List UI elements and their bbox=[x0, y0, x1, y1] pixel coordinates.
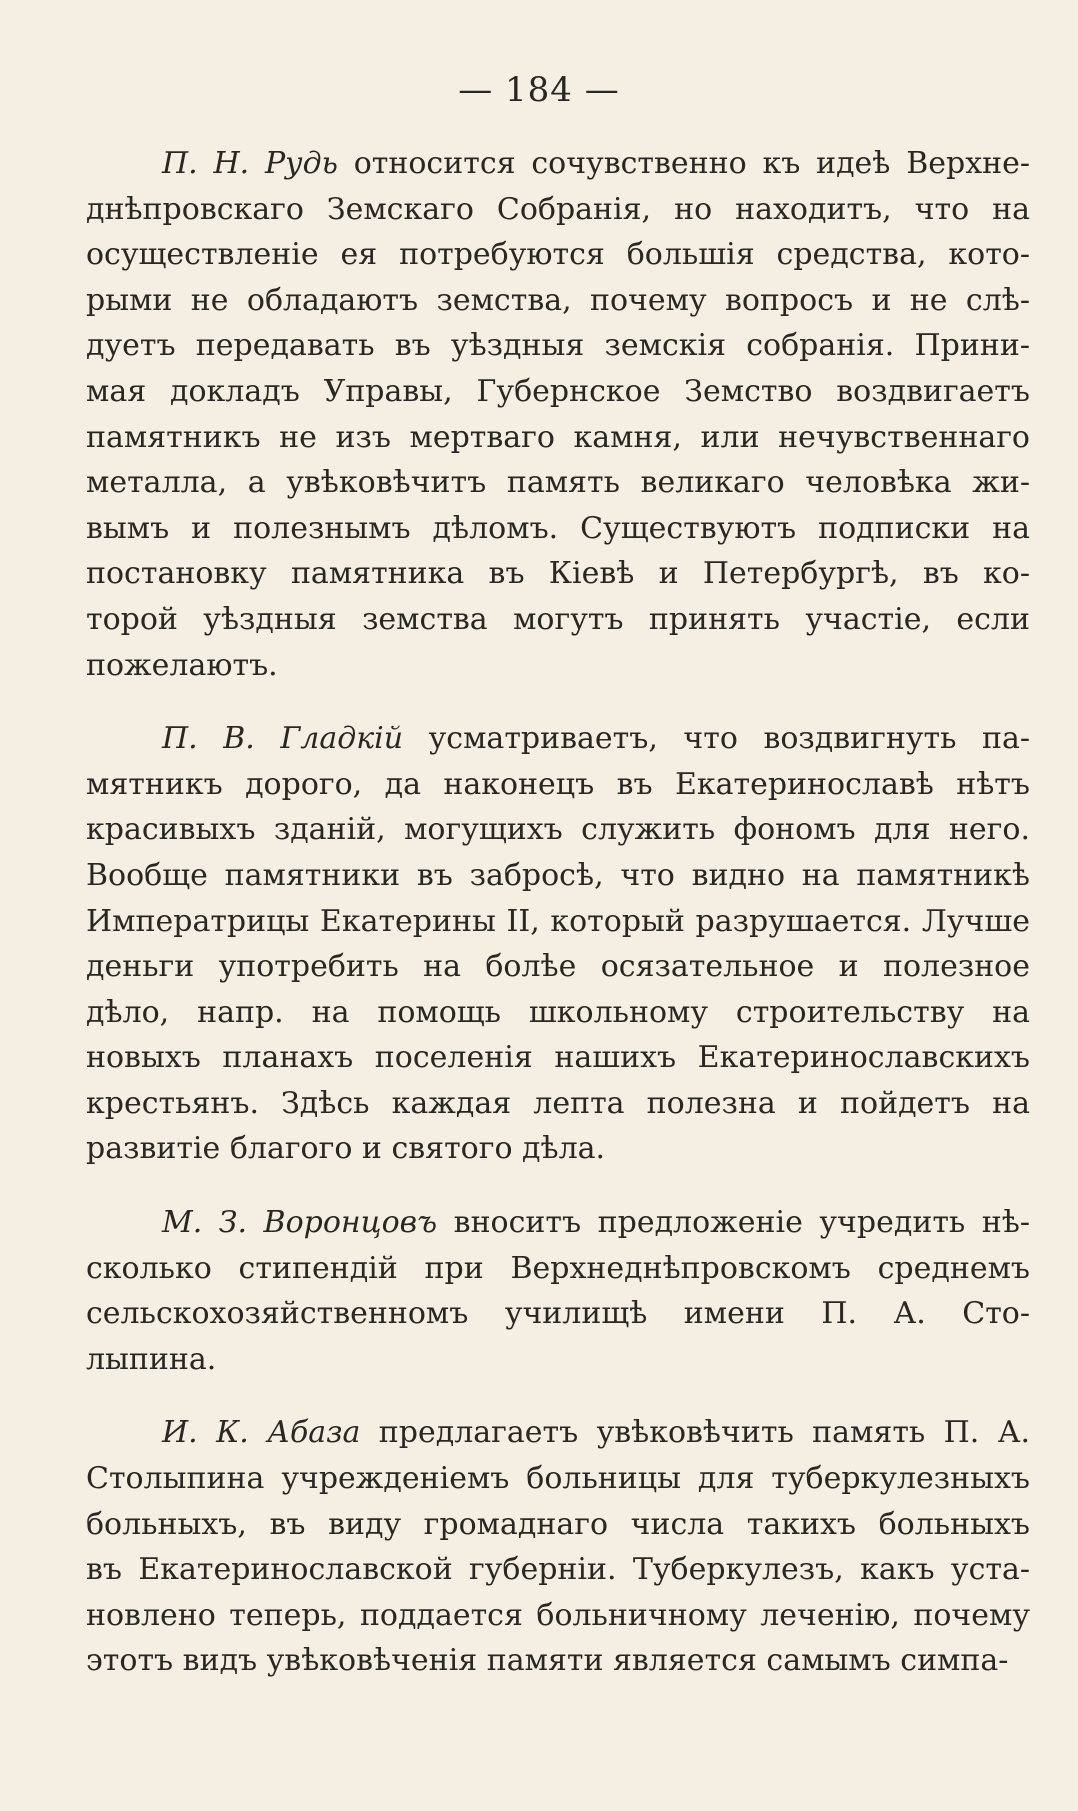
paragraph-rud bbox=[86, 141, 1030, 688]
text-line bbox=[86, 1200, 1030, 1246]
text-line: Столыпина учрежденіемъ больницы для туберкулезныхъ bbox=[86, 1461, 1030, 1497]
text-line: памятникъ не изъ мертваго камня, или нечувственнаго bbox=[86, 419, 1030, 455]
text-line: этотъ видъ увѣковѣченія памяти является самымъ симпа- bbox=[86, 1643, 1009, 1679]
text-line: больныхъ, въ виду громаднаго числа такихъ больныхъ bbox=[86, 1506, 1030, 1542]
text-line: пожелаютъ. bbox=[86, 647, 278, 683]
text-line: сельскохозяйственномъ училищѣ имени П. А. Сто- bbox=[86, 1296, 1030, 1332]
paragraph-abaza bbox=[86, 1410, 1030, 1684]
line-text: вноситъ предложеніе учредить нѣ- bbox=[437, 1205, 1030, 1241]
text-line: металла, а увѣковѣчитъ память великаго человѣка жи- bbox=[86, 465, 1030, 501]
line-text: относится сочувственно къ идеѣ Верхне- bbox=[337, 146, 1030, 181]
speaker-name: П. В. Гладкій bbox=[162, 721, 404, 757]
line-text: предлагаетъ увѣковѣчить память П. А. bbox=[360, 1415, 1030, 1451]
text-line bbox=[86, 141, 1030, 187]
text-line: Вообще памятники въ забросѣ, что видно на памятникѣ bbox=[86, 857, 1030, 893]
page-number: — 184 — bbox=[458, 70, 620, 110]
speaker-name: И. К. Абаза bbox=[162, 1415, 361, 1451]
text-line: новлено теперь, поддается больничному леченію, почему bbox=[86, 1597, 1030, 1633]
body-text bbox=[86, 141, 1030, 1684]
text-line: дѣло, напр. на помощь школьному строительству на bbox=[86, 994, 1030, 1030]
text-line: мая докладъ Управы, Губернское Земство воздвигаетъ bbox=[86, 373, 1030, 409]
text-line: Императрицы Екатерины II, который разрушается. Лучше bbox=[86, 903, 1030, 939]
text-line: деньги употребить на болѣе осязательное и полезное bbox=[86, 949, 1030, 985]
text-line bbox=[86, 1410, 1030, 1456]
text-line: красивыхъ зданій, могущихъ служить фономъ для него. bbox=[86, 812, 1030, 848]
text-line: новыхъ планахъ поселенія нашихъ Екатеринославскихъ bbox=[86, 1040, 1030, 1076]
text-line: днѣпровскаго Земскаго Собранія, но находитъ, что на bbox=[86, 191, 1030, 227]
text-line: развитіе благого и святого дѣла. bbox=[86, 1131, 606, 1167]
line-text: усматриваетъ, что воздвигнуть па- bbox=[403, 721, 1030, 757]
text-line: въ Екатеринославской губерніи. Туберкулезъ, какъ уста- bbox=[86, 1552, 1030, 1588]
text-line: крестьянъ. Здѣсь каждая лепта полезна и пойдетъ на bbox=[86, 1085, 1030, 1121]
text-line: вымъ и полезнымъ дѣломъ. Существуютъ подписки на bbox=[86, 510, 1030, 546]
text-line: сколько стипендій при Верхнеднѣпровскомъ среднемъ bbox=[86, 1250, 1030, 1286]
text-line: мятникъ дорого, да наконецъ въ Екатеринославѣ нѣтъ bbox=[86, 766, 1030, 802]
text-line bbox=[86, 716, 1030, 762]
speaker-name: П. Н. Рудь bbox=[162, 146, 338, 181]
text-line: торой уѣздныя земства могутъ принять участіе, если bbox=[86, 601, 1030, 637]
text-line: дуетъ передавать въ уѣздныя земскія собранія. Прини- bbox=[86, 328, 1030, 364]
text-line: осуществленіе ея потребуются большія средства, кото- bbox=[86, 237, 1030, 273]
text-line: постановку памятника въ Кіевѣ и Петербургѣ, въ ко- bbox=[86, 556, 1030, 592]
text-line: рыми не обладаютъ земства, почему вопросъ и не слѣ- bbox=[86, 282, 1030, 318]
paragraph-vorontsov bbox=[86, 1200, 1030, 1382]
speaker-name: М. З. Воронцовъ bbox=[162, 1205, 438, 1241]
paragraph-gladkiy bbox=[86, 716, 1030, 1172]
text-line: лыпина. bbox=[86, 1341, 217, 1377]
